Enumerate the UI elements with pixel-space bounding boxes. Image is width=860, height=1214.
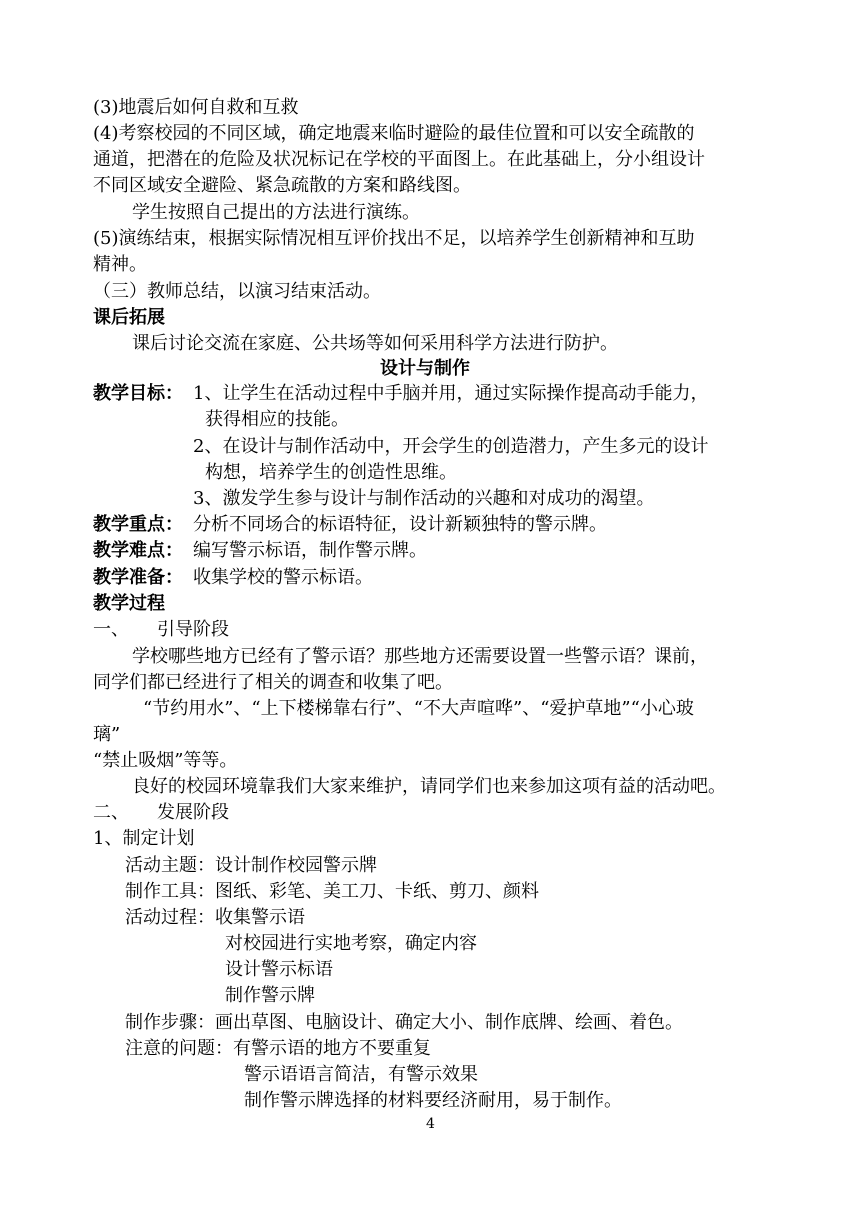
prep-label: 教学准备： — [93, 567, 183, 588]
text-line: (5)演练结束，根据实际情况相互评价找出不足，以培养学生创新精神和互助 — [93, 228, 695, 249]
text-line: 良好的校园环境靠我们大家来维护，请同学们也来参加这项有益的活动吧。 — [132, 776, 726, 797]
section-heading: 教学过程 — [93, 593, 165, 614]
goal-item: 2、在设计与制作活动中，开会学生的创造潜力，产生多元的设计 — [193, 436, 709, 457]
page-number: 4 — [426, 1116, 435, 1132]
text-line: 警示语语言简洁，有警示效果 — [244, 1064, 478, 1085]
text-line: 不同区域安全避险、紧急疏散的方案和路线图。 — [93, 175, 471, 196]
goal-item: 1、让学生在活动过程中手脑并用，通过实际操作提高动手能力， — [193, 383, 709, 404]
text-line: “禁止吸烟”等等。 — [93, 750, 238, 771]
text-line: 精神。 — [93, 254, 147, 275]
text-line: 活动过程：收集警示语 — [125, 907, 305, 928]
text-line: 1、制定计划 — [93, 828, 195, 849]
stage-number: 二、 — [93, 802, 129, 823]
text-line: (4)考察校园的不同区域，确定地震来临时避险的最佳位置和可以安全疏散的 — [93, 123, 695, 144]
key-label: 教学重点： — [93, 514, 183, 535]
text-line: 对校园进行实地考察，确定内容 — [225, 933, 477, 954]
goal-item: 3、激发学生参与设计与制作活动的兴趣和对成功的渴望。 — [193, 488, 655, 509]
goal-item-cont: 获得相应的技能。 — [205, 409, 349, 430]
text-line: 同学们都已经进行了相关的调查和收集了吧。 — [93, 672, 453, 693]
section-heading: 课后拓展 — [93, 307, 165, 328]
text-line: 活动主题：设计制作校园警示牌 — [125, 855, 377, 876]
goal-item-cont: 构想，培养学生的创造性思维。 — [205, 462, 457, 483]
text-line: 课后讨论交流在家庭、公共场等如何采用科学方法进行防护。 — [132, 333, 618, 354]
text-line: 制作步骤：画出草图、电脑设计、确定大小、制作底牌、绘画、着色。 — [125, 1012, 683, 1033]
difficulty-label: 教学难点： — [93, 540, 183, 561]
prep-text: 收集学校的警示标语。 — [193, 567, 373, 588]
text-line: 通道，把潜在的危险及状况标记在学校的平面图上。在此基础上，分小组设计 — [93, 149, 705, 170]
text-line: （三）教师总结，以演习结束活动。 — [93, 281, 381, 302]
text-line: 制作工具：图纸、彩笔、美工刀、卡纸、剪刀、颜料 — [125, 881, 539, 902]
text-line: 注意的问题：有警示语的地方不要重复 — [125, 1038, 431, 1059]
text-line: 学生按照自己提出的方法进行演练。 — [132, 202, 420, 223]
text-line: 设计警示标语 — [225, 959, 333, 980]
text-line: (3)地震后如何自救和互救 — [93, 97, 299, 118]
difficulty-text: 编写警示标语，制作警示牌。 — [193, 540, 427, 561]
key-text: 分析不同场合的标语特征，设计新颖独特的警示牌。 — [193, 514, 607, 535]
text-line: 制作警示牌选择的材料要经济耐用，易于制作。 — [244, 1090, 622, 1111]
text-line: “节约用水”、“上下楼梯靠右行”、“不大声喧哗”、“爱护草地”“小心玻 — [143, 698, 694, 719]
text-line: 制作警示牌 — [225, 985, 315, 1006]
page-title: 设计与制作 — [380, 358, 470, 379]
stage-title: 发展阶段 — [157, 802, 229, 823]
text-line: 璃” — [93, 724, 121, 745]
stage-number: 一、 — [93, 619, 129, 640]
text-line: 学校哪些地方已经有了警示语？那些地方还需要设置一些警示语？课前， — [132, 646, 708, 667]
goal-label: 教学目标： — [93, 383, 183, 404]
stage-title: 引导阶段 — [157, 619, 229, 640]
